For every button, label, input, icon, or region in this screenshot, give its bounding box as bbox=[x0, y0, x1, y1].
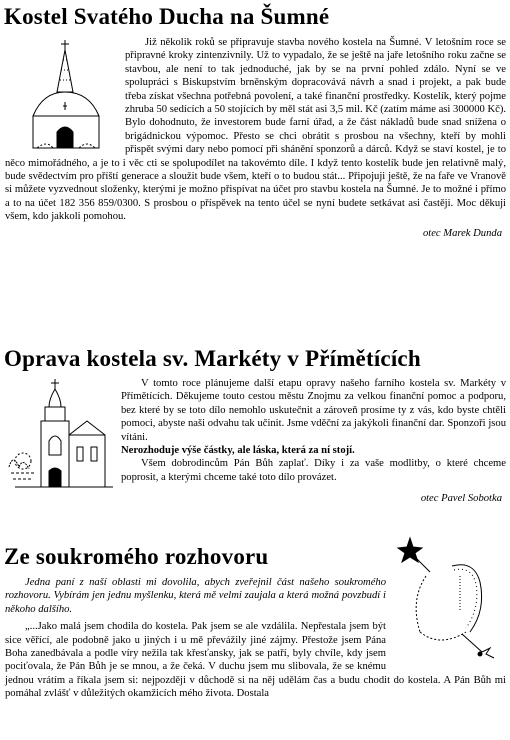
article-title: Oprava kostela sv. Markéty v Přímětících bbox=[4, 346, 421, 371]
article-conversation bbox=[0, 544, 510, 701]
article-body: Již několik roků se připravuje stavba nového kostela na Šumné. V letošním roce se připravné kroky zintenzivnily. Už to vypadalo, že se ještě na jaře letošního roku začne se stavbou, ale není to tak jednoduché, jak by se na první pohled zdálo. Nyní se ve spolupráci s Biskupstvím brněnským dopracovává návrh a snad i projekt, a pak bude třeba získat všechna potřebná povolení, a také finanční prostředky. Kostelík, který pojme zhruba 50 sedících a 50 stojících by měl stát asi 3,5 mil. Kč (zatím máme asi 300000 Kč). Bylo dohodnuto, že investorem bude farní úřad, a že část nákladů bude snad snížena o brigádnickou výpomoc. Přesto se chci obrátit s prosbou na všechny, kteří by mohli přispět svými dary nebo pomocí při shánění sponzorů a dárců. Když se staví kostel, je to něco mimořádného, a je to i věc cti se spolupodílet na takovémto díle. I když tento kostelík bude jen relativně malý, bude svědectvím pro příští generace a sloužit bude všem, kteří o to budou stát... Připojuji ještě, že na faře ve Vranově si můžete vyzvednout složenky, kterými je možno přispívat na účet pro stavbu kostela na Šumné. Je to možné i přímo a to na účet 182 356 859/0300. S prosbou o příspěvek na tento účel se nyní budete setkávat asi častěji. Moc děkuji všem, kdo jakkoli pomohou. bbox=[5, 37, 506, 223]
article-body: Všem dobrodincům Pán Bůh zaplať. Díky i za vaše modlitby, o které chceme poprosit, a kterými chceme také toto dílo provázet. bbox=[121, 458, 506, 483]
article-bold-line: Nerozhoduje výše částky, ale láska, která za ní stojí. bbox=[121, 445, 355, 457]
article-intro: Jedna paní z naší oblasti mi dovolila, abych zveřejnil část našeho soukromého rozhovoru. Vybírám jen jednu myšlenku, která mě velmi zaujala a která možná povzbudí i někoho dalšího. bbox=[5, 577, 386, 615]
article-body: V tomto roce plánujeme další etapu opravy našeho farního kostela sv. Markéty v Přímětících. Děkujeme touto cestou městu Znojmu za velkou finanční pomoc a podporu, bez které by se toto dílo nemohlo uskutečnit a zároveň prosíme ty z vás, kdo byste chtěli pomoci, abyste naši odvahu tak učinit. Jsme vděční za jakýkoli finanční dar. Sponzoři jsou vítáni. bbox=[121, 378, 506, 443]
signature: otec Marek Dunda bbox=[422, 227, 502, 239]
signature: otec Pavel Sobotka bbox=[420, 493, 502, 504]
article-body: „...Jako malá jsem chodila do kostela. Pak jsem se ale vzdálila. Nepřestala jsem být sice věřící, ale podobně jako u jiných i u mě převážily jiné zájmy. Přestože jsem Pána Boha zanedbávala a podle víry nežila tak křesťansky, jak se patří, byly chvíle, kdy jsem pociťovala, že Pán Bůh je se mnou, a že čeká. V duchu jsem mu slibovala, že se knému jednou vrátím a říkala jsem si: nejpozději v důchodě si na něj udělám čas a budu chodit do kostela. A Pán Bůh mi pomáhal zvlášť v důležitých okamžicích mého života. Dostala bbox=[5, 621, 506, 700]
article-title: Ze soukromého rozhovoru bbox=[4, 544, 269, 569]
article-shumna bbox=[0, 4, 510, 239]
article-primetice bbox=[0, 346, 510, 504]
star-rosary-drawing bbox=[390, 536, 506, 662]
church-drawing-shumna bbox=[3, 36, 121, 152]
article-title: Kostel Svatého Ducha na Šumné bbox=[4, 4, 330, 29]
church-drawing-primetice bbox=[5, 377, 115, 493]
